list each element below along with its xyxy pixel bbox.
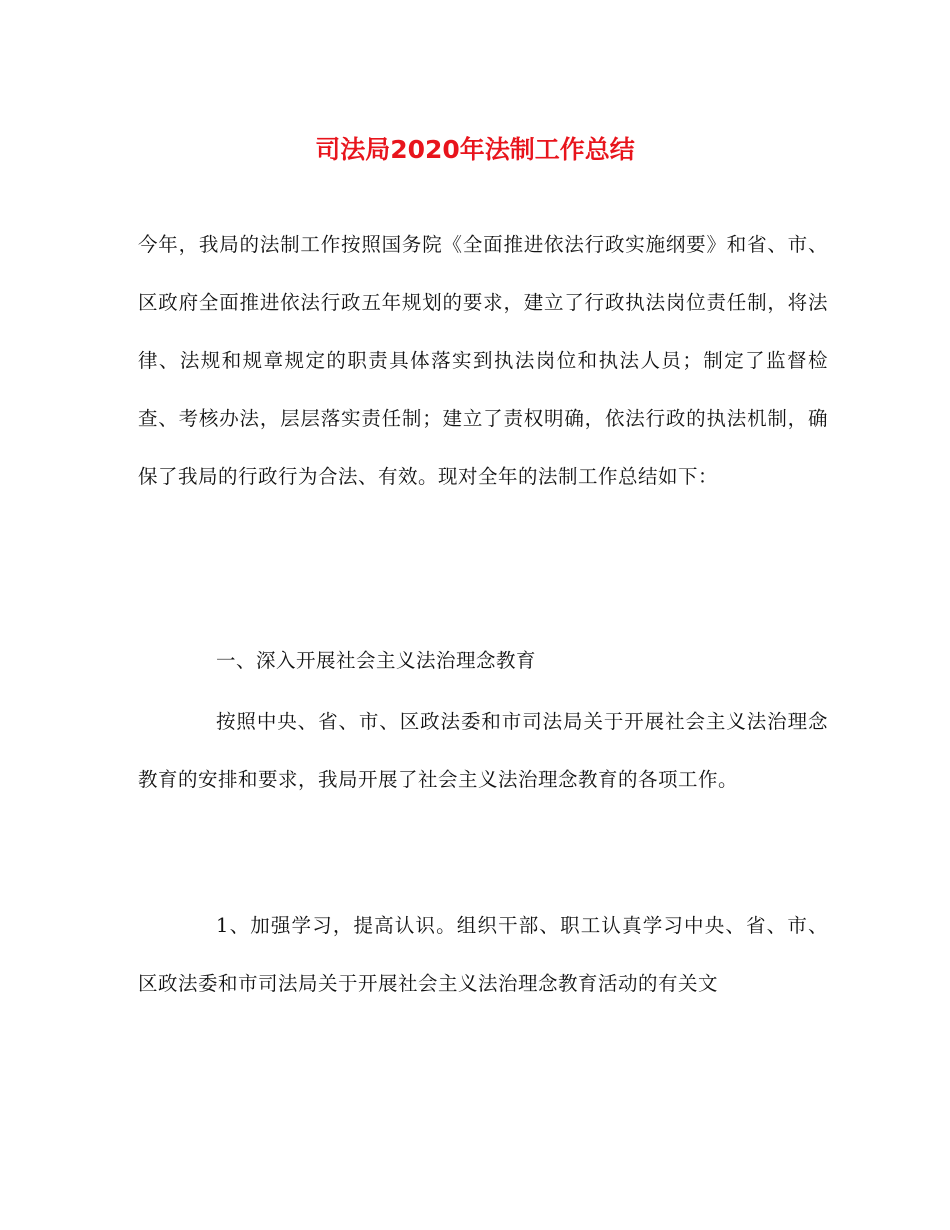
document-title: 司法局2020年法制工作总结 [315,135,635,164]
section-heading: 一、深入开展社会主义法治理念教育 [216,649,537,672]
list-item-paragraph: 1、加强学习，提高认识。组织干部、职工认真学习中央、省、市、区政法委和市司法局关于开展社会主义法治理念教育活动的有关文 [138,914,828,995]
intro-paragraph: 今年，我局的法制工作按照国务院《全面推进依法行政实施纲要》和省、市、区政府全面推进依法行政五年规划的要求，建立了行政执法岗位责任制，将法律、法规和规章规定的职责具体落实到执法岗位和执法人员；制定了监督检查、考核办法，层层落实责任制；建立了责权明确，依法行政的执法机制，确保了我局的行政行为合法、有效。现对全年的法制工作总结如下： [138,233,828,488]
section-paragraph: 按照中央、省、市、区政法委和市司法局关于开展社会主义法治理念教育的安排和要求，我局开展了社会主义法治理念教育的各项工作。 [138,710,828,791]
